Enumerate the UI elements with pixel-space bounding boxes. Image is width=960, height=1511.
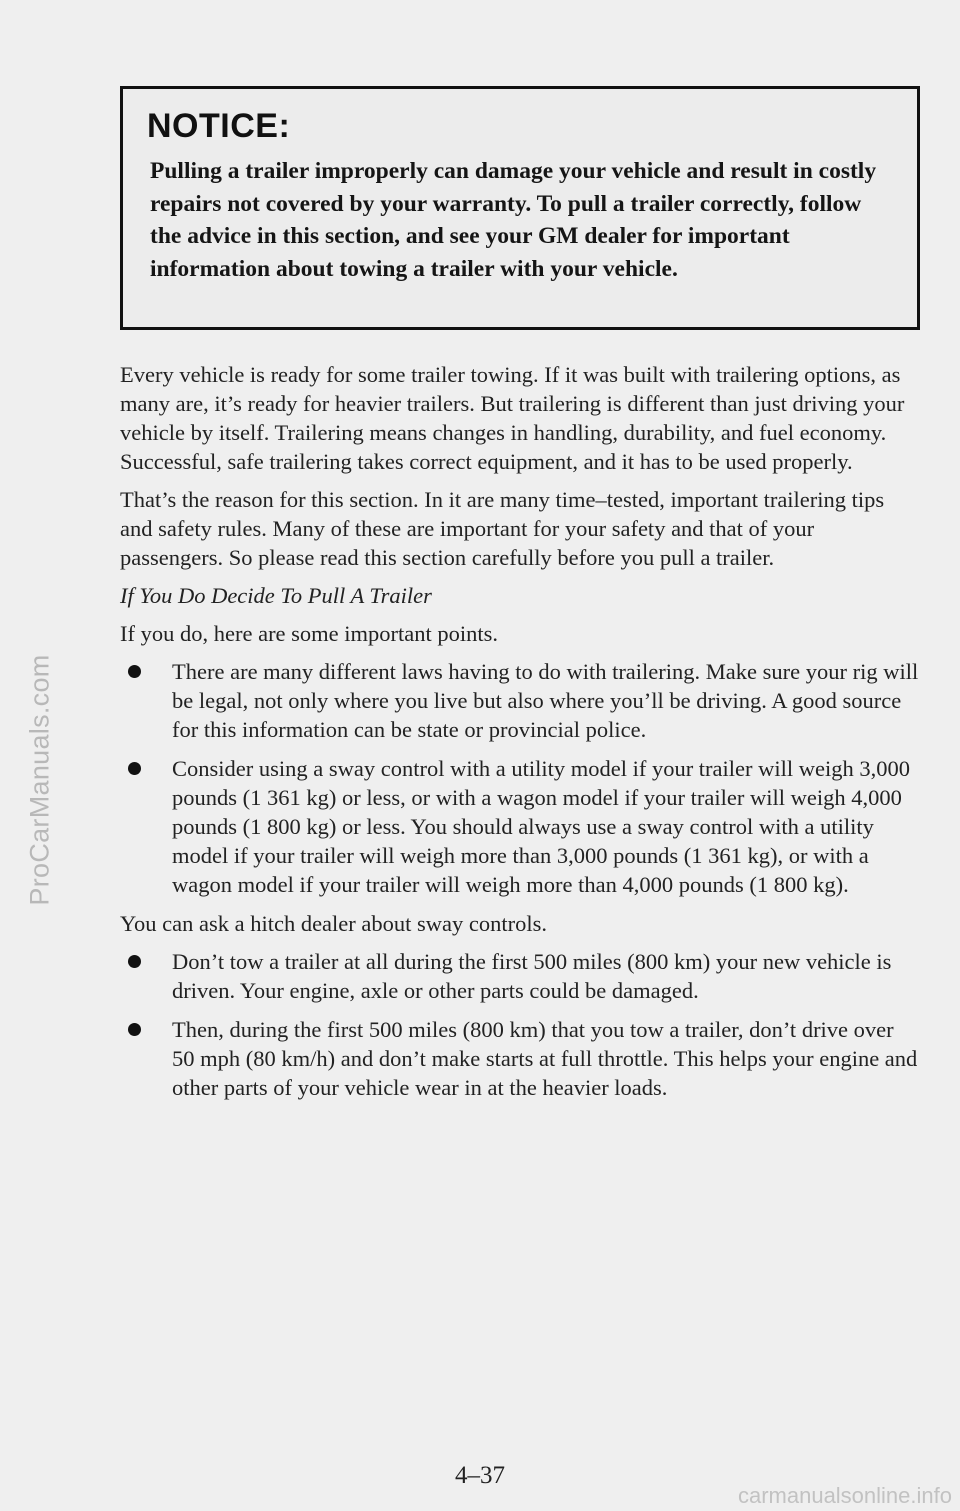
notice-box — [120, 86, 920, 330]
bullet-text: Consider using a sway control with a utility model if your trailer will weigh 3,000 pounds (1 361 kg) or less, or with a wagon model if your trailer will weigh 4,000 pounds (1 800 kg) or less. You should always use a sway control with a utility model if your trailer will weigh more than 3,000 pounds (1 361 kg), or with a wagon model if your trailer will weigh more than 4,000 pounds (1 800 kg). — [172, 756, 911, 897]
bullet-item — [120, 1015, 920, 1102]
bullet-text: There are many different laws having to do with trailering. Make sure your rig will be legal, not only where you live but also where you’ll be driving. A good source for this information can be state or provincial police. — [172, 659, 919, 742]
paragraph: That’s the reason for this section. In it are many time–tested, important trailering tips and safety rules. Many of these are important for your safety and that of your passengers. So please read this section carefully before you pull a trailer. — [120, 487, 885, 570]
bullet-item — [120, 754, 920, 899]
bullet-text: Don’t tow a trailer at all during the first 500 miles (800 km) your new vehicle is driven. Your engine, axle or other parts could be damaged. — [172, 949, 892, 1003]
notice-title: NOTICE: — [147, 107, 291, 145]
side-watermark: ProCarManuals.com — [24, 654, 55, 906]
bullet-icon — [128, 1023, 141, 1036]
bullet-icon — [128, 762, 141, 775]
bullet-item — [120, 947, 920, 1005]
bottom-watermark: carmanualsonline.info — [737, 1483, 952, 1508]
bullet-text: Then, during the first 500 miles (800 km) that you tow a trailer, don’t drive over 50 mph (80 km/h) and don’t make starts at full throttle. This helps your engine and other parts of your vehicle wear in at the heavier loads. — [172, 1017, 918, 1100]
body-text — [120, 360, 920, 1112]
paragraph: Every vehicle is ready for some trailer towing. If it was built with trailering options, as many are, it’s ready for heavier trailers. But trailering is different than just driving your vehicle by itself. Trailering means changes in handling, durability, and fuel economy. Successful, safe trailering takes correct equipment, and it has to be used properly. — [120, 362, 905, 474]
subheading: If You Do Decide To Pull A Trailer — [120, 583, 432, 608]
bullet-item — [120, 657, 920, 744]
notice-text: Pulling a trailer improperly can damage your vehicle and result in costly repairs not covered by your warranty. To pull a trailer correctly, follow the advice in this section, and see your GM dealer for important information about towing a trailer with your vehicle. — [150, 158, 877, 282]
paragraph: If you do, here are some important points. — [120, 621, 499, 646]
bullet-icon — [128, 955, 141, 968]
paragraph: You can ask a hitch dealer about sway controls. — [120, 911, 547, 936]
page-number: 4–37 — [455, 1462, 505, 1489]
bullet-icon — [128, 665, 141, 678]
